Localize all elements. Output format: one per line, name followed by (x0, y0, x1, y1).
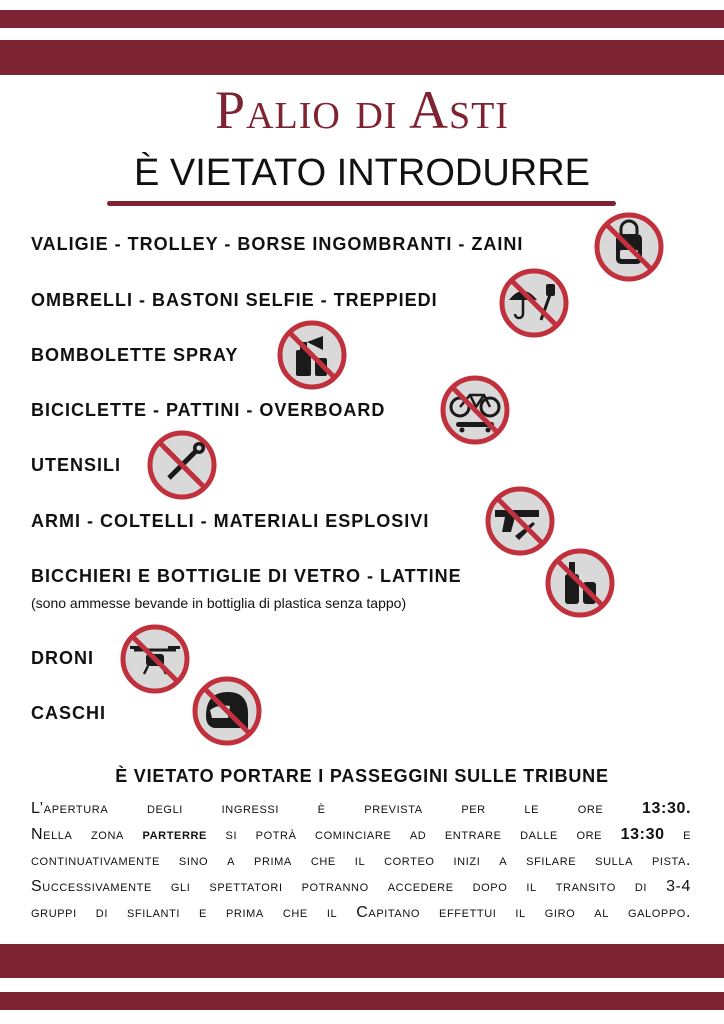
stroller-warning: È VIETATO PORTARE I PASSEGGINI SULLE TRIBUNE (115, 766, 609, 786)
para-text: si potrà cominciare ad entrare dalle ore (225, 826, 603, 843)
page-title: Palio di Asti (215, 80, 509, 140)
bottom-thin-band (0, 992, 724, 1010)
glass-note: (sono ammesse bevande in bottiglia di plastica senza tappo) (31, 595, 407, 611)
item-weapons: ARMI - COLTELLI - MATERIALI ESPLOSIVI (31, 511, 430, 531)
subtitle-underline (107, 201, 616, 206)
item-luggage: VALIGIE - TROLLEY - BORSE INGOMBRANTI - ZAINI (31, 234, 524, 254)
bottle-can-icon (545, 548, 615, 618)
page-subtitle: È VIETATO INTRODURRE (133, 152, 591, 194)
drone-icon (120, 624, 190, 694)
parterre-time: 13:30 (620, 826, 665, 843)
item-drones: DRONI (31, 648, 94, 668)
umbrella-selfie-stick-icon (499, 268, 569, 338)
helmet-icon (192, 676, 262, 746)
item-spray: BOMBOLETTE SPRAY (31, 345, 239, 365)
paragraph-line-4: Successivamente gli spettatori potranno accedere dopo il transito di 3-4 (31, 878, 691, 895)
opening-time: 13:30. (642, 800, 691, 817)
paragraph-line-3: continuativamente sino a prima che il corteo inizi a sfilare sulla pista. (31, 852, 691, 869)
item-bicycles: BICICLETTE - PATTINI - OVERBOARD (31, 400, 386, 420)
item-umbrellas: OMBRELLI - BASTONI SELFIE - TREPPIEDI (31, 290, 438, 310)
top-thin-band (0, 10, 724, 28)
paragraph-line-2 (31, 826, 691, 844)
gun-knife-icon (485, 486, 555, 556)
paragraph-line-1 (31, 800, 691, 818)
tools-icon (147, 430, 217, 500)
item-tools: UTENSILI (31, 455, 122, 475)
paragraph-line-5: gruppi di sfilanti e prima che il Capitano effettui il giro al galoppo. (31, 904, 691, 921)
para-text: e (683, 826, 692, 843)
parterre-label: parterre (142, 826, 207, 843)
spray-can-icon (277, 320, 347, 390)
bicycle-skateboard-icon (440, 375, 510, 445)
para-text: L’apertura degli ingressi è prevista per le ore (31, 800, 604, 817)
backpack-icon (594, 212, 664, 282)
bottom-thick-band (0, 944, 724, 978)
para-text: Nella zona (31, 826, 124, 843)
top-thick-band (0, 40, 724, 75)
item-helmets: CASCHI (31, 703, 107, 723)
item-glass: BICCHIERI E BOTTIGLIE DI VETRO - LATTINE (31, 566, 462, 586)
